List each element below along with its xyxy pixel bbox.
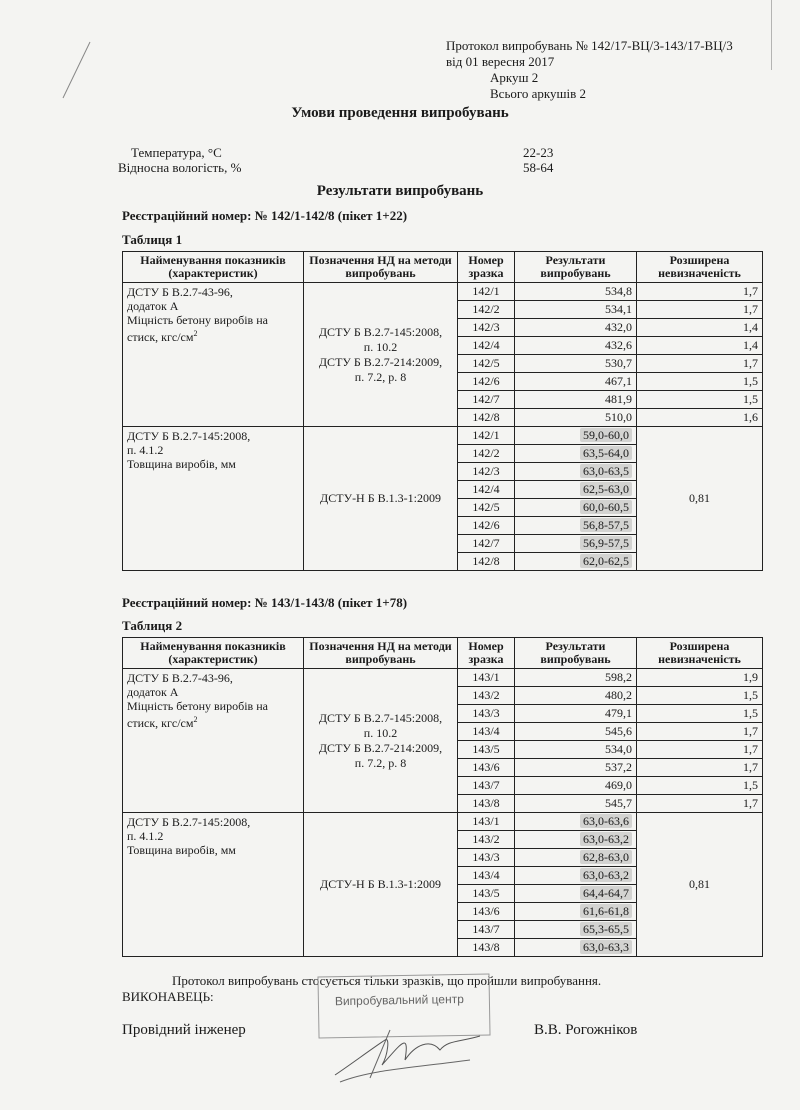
table-row: 143/3 62,8-63,0 (123, 849, 763, 867)
table-row: 143/4 545,6 1,7 (123, 723, 763, 741)
table-row: 143/8 63,0-63,3 (123, 939, 763, 957)
signer-name: В.В. Рогожніков (534, 1022, 638, 1038)
table-row: 142/8 62,0-62,5 (123, 553, 763, 571)
table-row (123, 283, 763, 301)
signer-position: Провідний інженер (122, 1022, 246, 1038)
table-row: 142/7 56,9-57,5 (123, 535, 763, 553)
col-header-method: Позначення НД на методи випробувань (304, 252, 458, 283)
result-value: 63,0-63,6 (515, 813, 637, 831)
scan-edge-line (771, 0, 772, 70)
table-caption-1: Таблиця 1 (122, 232, 183, 247)
result-value: 534,8 (515, 283, 637, 301)
table-row: 143/2 480,2 1,5 (123, 687, 763, 705)
table-caption-2: Таблиця 2 (122, 618, 183, 633)
result-value: 59,0-60,0 (515, 427, 637, 445)
conditions-title: Умови проведення випробувань (291, 105, 509, 121)
table-row (123, 813, 763, 831)
indicator-cell: ДСТУ Б В.2.7-145:2008, п. 4.1.2 Товщина виробів, мм (123, 813, 304, 957)
indicator-cell: ДСТУ Б В.2.7-145:2008, п. 4.1.2 Товщина виробів, мм (123, 427, 304, 571)
table-row: 143/8 545,7 1,7 (123, 795, 763, 813)
scan-mark-line (55, 40, 95, 100)
protocol-header (446, 38, 733, 102)
col-header-sample: Номер зразка (458, 638, 515, 669)
sample-number: 143/1 (458, 813, 515, 831)
table-row: 143/6 61,6-61,8 (123, 903, 763, 921)
uncertainty-value: 0,81 (637, 813, 763, 957)
col-header-method: Позначення НД на методи випробувань (304, 638, 458, 669)
executor-label: ВИКОНАВЕЦЬ: (122, 989, 214, 1004)
col-header-uncertainty: Розширена невизначеність (637, 638, 763, 669)
condition-label-humidity: Відносна вологість, % (118, 160, 242, 175)
table-row: 142/6 467,1 1,5 (123, 373, 763, 391)
table-row: 142/8 510,0 1,6 (123, 409, 763, 427)
result-value: 598,2 (515, 669, 637, 687)
total-sheets: Всього аркушів 2 (490, 86, 587, 101)
table-row: 142/2 63,5-64,0 (123, 445, 763, 463)
results-table-1 (122, 251, 763, 571)
table-row: 143/5 534,0 1,7 (123, 741, 763, 759)
table-row: 143/5 64,4-64,7 (123, 885, 763, 903)
indicator-cell: ДСТУ Б В.2.7-43-96, додаток А Міцність бетону виробів на стиск, кгс/$см^2$ (123, 283, 304, 427)
registration-number-1: Реєстраційний номер: № 142/1-142/8 (пікет 1+22) (122, 208, 408, 223)
condition-value-temperature: 22-23 (523, 145, 554, 160)
table-row: 142/3 63,0-63,5 (123, 463, 763, 481)
indicator-cell: ДСТУ Б В.2.7-43-96, додаток А Міцність бетону виробів на стиск, кгс/$см^2$ (123, 669, 304, 813)
table-row: 142/6 56,8-57,5 (123, 517, 763, 535)
sample-number: 142/1 (458, 427, 515, 445)
stamp-text: Випробувальний центр (334, 991, 464, 1009)
table-row: 142/5 530,7 1,7 (123, 355, 763, 373)
table-header-row (123, 252, 763, 283)
table-row: 142/4 432,6 1,4 (123, 337, 763, 355)
sheet-number: Аркуш 2 (490, 70, 539, 85)
protocol-note: Протокол випробувань стосується тільки зразків, що пройшли випробування. (172, 973, 602, 988)
table-row: 143/4 63,0-63,2 (123, 867, 763, 885)
results-title: Результати випробувань (316, 183, 484, 199)
results-table-2 (122, 637, 763, 957)
sample-number: 143/1 (458, 669, 515, 687)
table-row: 142/3 432,0 1,4 (123, 319, 763, 337)
table-row (123, 669, 763, 687)
table-row: 143/6 537,2 1,7 (123, 759, 763, 777)
table-row (123, 427, 763, 445)
col-header-sample: Номер зразка (458, 252, 515, 283)
method-cell: ДСТУ Б В.2.7-145:2008, п. 10.2 ДСТУ Б В.2.7-214:2009, п. 7.2, р. 8 (304, 283, 458, 427)
condition-value-humidity: 58-64 (523, 160, 554, 175)
uncertainty-value: 1,7 (637, 283, 763, 301)
condition-label-temperature: Температура, °С (131, 145, 222, 160)
protocol-date: від 01 вересня 2017 (446, 54, 555, 69)
table-row: 143/7 65,3-65,5 (123, 921, 763, 939)
uncertainty-value: 1,9 (637, 669, 763, 687)
signature (330, 1010, 490, 1090)
method-cell: ДСТУ-Н Б В.1.3-1:2009 (304, 427, 458, 571)
protocol-number: Протокол випробувань № 142/17-ВЦ/3-143/17-ВЦ/3 (446, 38, 733, 53)
table-row: 142/5 60,0-60,5 (123, 499, 763, 517)
table-row: 143/3 479,1 1,5 (123, 705, 763, 723)
uncertainty-value: 0,81 (637, 427, 763, 571)
col-header-name: Найменування показників (характеристик) (123, 252, 304, 283)
col-header-results: Результати випробувань (515, 638, 637, 669)
table-row: 142/4 62,5-63,0 (123, 481, 763, 499)
table-header-row (123, 638, 763, 669)
col-header-uncertainty: Розширена невизначеність (637, 252, 763, 283)
table-row: 143/7 469,0 1,5 (123, 777, 763, 795)
method-cell: ДСТУ Б В.2.7-145:2008, п. 10.2 ДСТУ Б В.2.7-214:2009, п. 7.2, р. 8 (304, 669, 458, 813)
table-row: 143/2 63,0-63,2 (123, 831, 763, 849)
sample-number: 142/1 (458, 283, 515, 301)
col-header-name: Найменування показників (характеристик) (123, 638, 304, 669)
col-header-results: Результати випробувань (515, 252, 637, 283)
table-row: 142/7 481,9 1,5 (123, 391, 763, 409)
registration-number-2: Реєстраційний номер: № 143/1-143/8 (пікет 1+78) (122, 595, 408, 610)
table-row: 142/2 534,1 1,7 (123, 301, 763, 319)
method-cell: ДСТУ-Н Б В.1.3-1:2009 (304, 813, 458, 957)
